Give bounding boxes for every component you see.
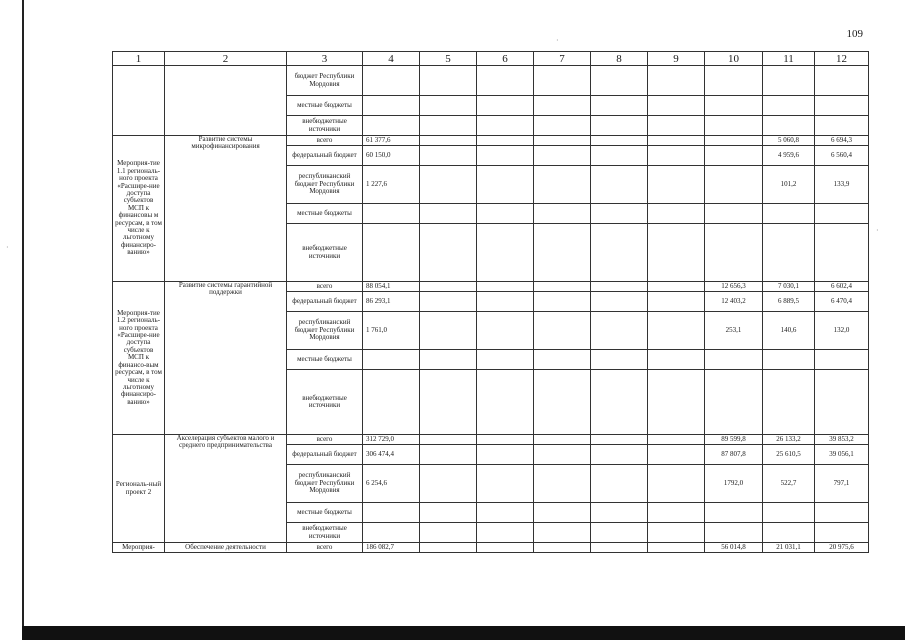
value-cell: 253,1 [705,312,763,350]
table-row [113,136,869,146]
value-cell: 12 656,3 [705,282,763,292]
value-cell: 88 054,1 [363,282,420,292]
funding-source-cell: всего [287,543,363,553]
item-desc-cell: Обеспечение деятельности [165,543,287,553]
item-name-cell: Мероприя-тие 1.2 региональ-ного проекта «Расшире-ние доступа субъектов МСП к финансо-вым ресурсам, в том числе к льготному финансиро-ванию» [113,282,165,435]
item-desc-cell: Развитие системы микрофинансирования [165,136,287,282]
value-cell: 6 602,4 [815,282,869,292]
funding-source-cell: республиканский бюджет Республики Мордовия [287,166,363,204]
value-cell: 6 560,4 [815,146,869,166]
value-cell: 61 377,6 [363,136,420,146]
funding-source-cell: всего [287,435,363,445]
header-cell: 1 [113,52,165,66]
value-cell: 522,7 [763,465,815,503]
value-cell: 186 082,7 [363,543,420,553]
table-row [113,66,869,96]
value-cell: 6 694,3 [815,136,869,146]
funding-source-cell: внебюджетные источники [287,370,363,435]
funding-source-cell: местные бюджеты [287,204,363,224]
funding-source-cell: местные бюджеты [287,350,363,370]
item-desc-cell [165,66,287,136]
header-cell: 12 [815,52,869,66]
value-cell: 132,0 [815,312,869,350]
table-row [113,435,869,445]
item-name-cell: Мероприя-тие 1.1 региональ-ного проекта «Расшире-ние доступа субъектов МСП к финансовы м ресурсам, в том числе к льготному финансиро-ванию» [113,136,165,282]
item-name-cell: Мероприя- [113,543,165,553]
value-cell: 6 470,4 [815,292,869,312]
header-cell: 11 [763,52,815,66]
value-cell: 5 060,8 [763,136,815,146]
value-cell: 87 807,8 [705,445,763,465]
value-cell: 60 150,0 [363,146,420,166]
funding-source-cell: бюджет Республики Мордовия [287,66,363,96]
value-cell: 86 293,1 [363,292,420,312]
value-cell: 797,1 [815,465,869,503]
funding-source-cell: местные бюджеты [287,96,363,116]
table-row [113,282,869,292]
funding-source-cell: внебюджетные источники [287,116,363,136]
table-header-row [113,52,869,66]
funding-source-cell: республиканский бюджет Республики Мордовия [287,312,363,350]
header-cell: 4 [363,52,420,66]
funding-source-cell: федеральный бюджет [287,146,363,166]
header-cell: 6 [477,52,534,66]
table-row [113,543,869,553]
value-cell: 1 761,0 [363,312,420,350]
value-cell: 1792,0 [705,465,763,503]
page-number: 109 [846,28,863,40]
value-cell: 56 014,8 [705,543,763,553]
header-cell: 10 [705,52,763,66]
funding-source-cell: федеральный бюджет [287,292,363,312]
value-cell: 20 975,6 [815,543,869,553]
header-cell: 2 [165,52,287,66]
value-cell: 306 474,4 [363,445,420,465]
value-cell: 1 227,6 [363,166,420,204]
scan-mark: · [556,36,559,45]
item-name-cell [113,66,165,136]
left-margin-rule [22,0,24,628]
header-cell: 5 [420,52,477,66]
funding-source-cell: всего [287,282,363,292]
budget-table [112,51,869,553]
header-cell: 9 [648,52,705,66]
value-cell: 312 729,0 [363,435,420,445]
scan-mark: · [6,243,9,252]
value-cell: 6 254,6 [363,465,420,503]
value-cell: 89 599,8 [705,435,763,445]
header-cell: 7 [534,52,591,66]
header-cell: 8 [591,52,648,66]
funding-source-cell: всего [287,136,363,146]
value-cell: 6 889,5 [763,292,815,312]
funding-source-cell: федеральный бюджет [287,445,363,465]
value-cell: 4 959,6 [763,146,815,166]
item-name-cell: Региональ-ный проект 2 [113,435,165,543]
value-cell: 39 056,1 [815,445,869,465]
funding-source-cell: республиканский бюджет Республики Мордовия [287,465,363,503]
value-cell: 133,9 [815,166,869,204]
value-cell: 7 030,1 [763,282,815,292]
header-cell: 3 [287,52,363,66]
funding-source-cell: местные бюджеты [287,503,363,523]
value-cell: 101,2 [763,166,815,204]
funding-source-cell: внебюджетные источники [287,523,363,543]
value-cell: 25 610,5 [763,445,815,465]
funding-source-cell: внебюджетные источники [287,224,363,282]
value-cell: 26 133,2 [763,435,815,445]
value-cell: 140,6 [763,312,815,350]
item-desc-cell: Развитие системы гарантийной поддержки [165,282,287,435]
value-cell: 39 853,2 [815,435,869,445]
value-cell: 12 403,2 [705,292,763,312]
scan-mark: · [876,226,879,235]
value-cell: 21 031,1 [763,543,815,553]
scan-bottom-edge [22,626,905,640]
item-desc-cell: Акселерация субъектов малого и среднего предпринимательства [165,435,287,543]
